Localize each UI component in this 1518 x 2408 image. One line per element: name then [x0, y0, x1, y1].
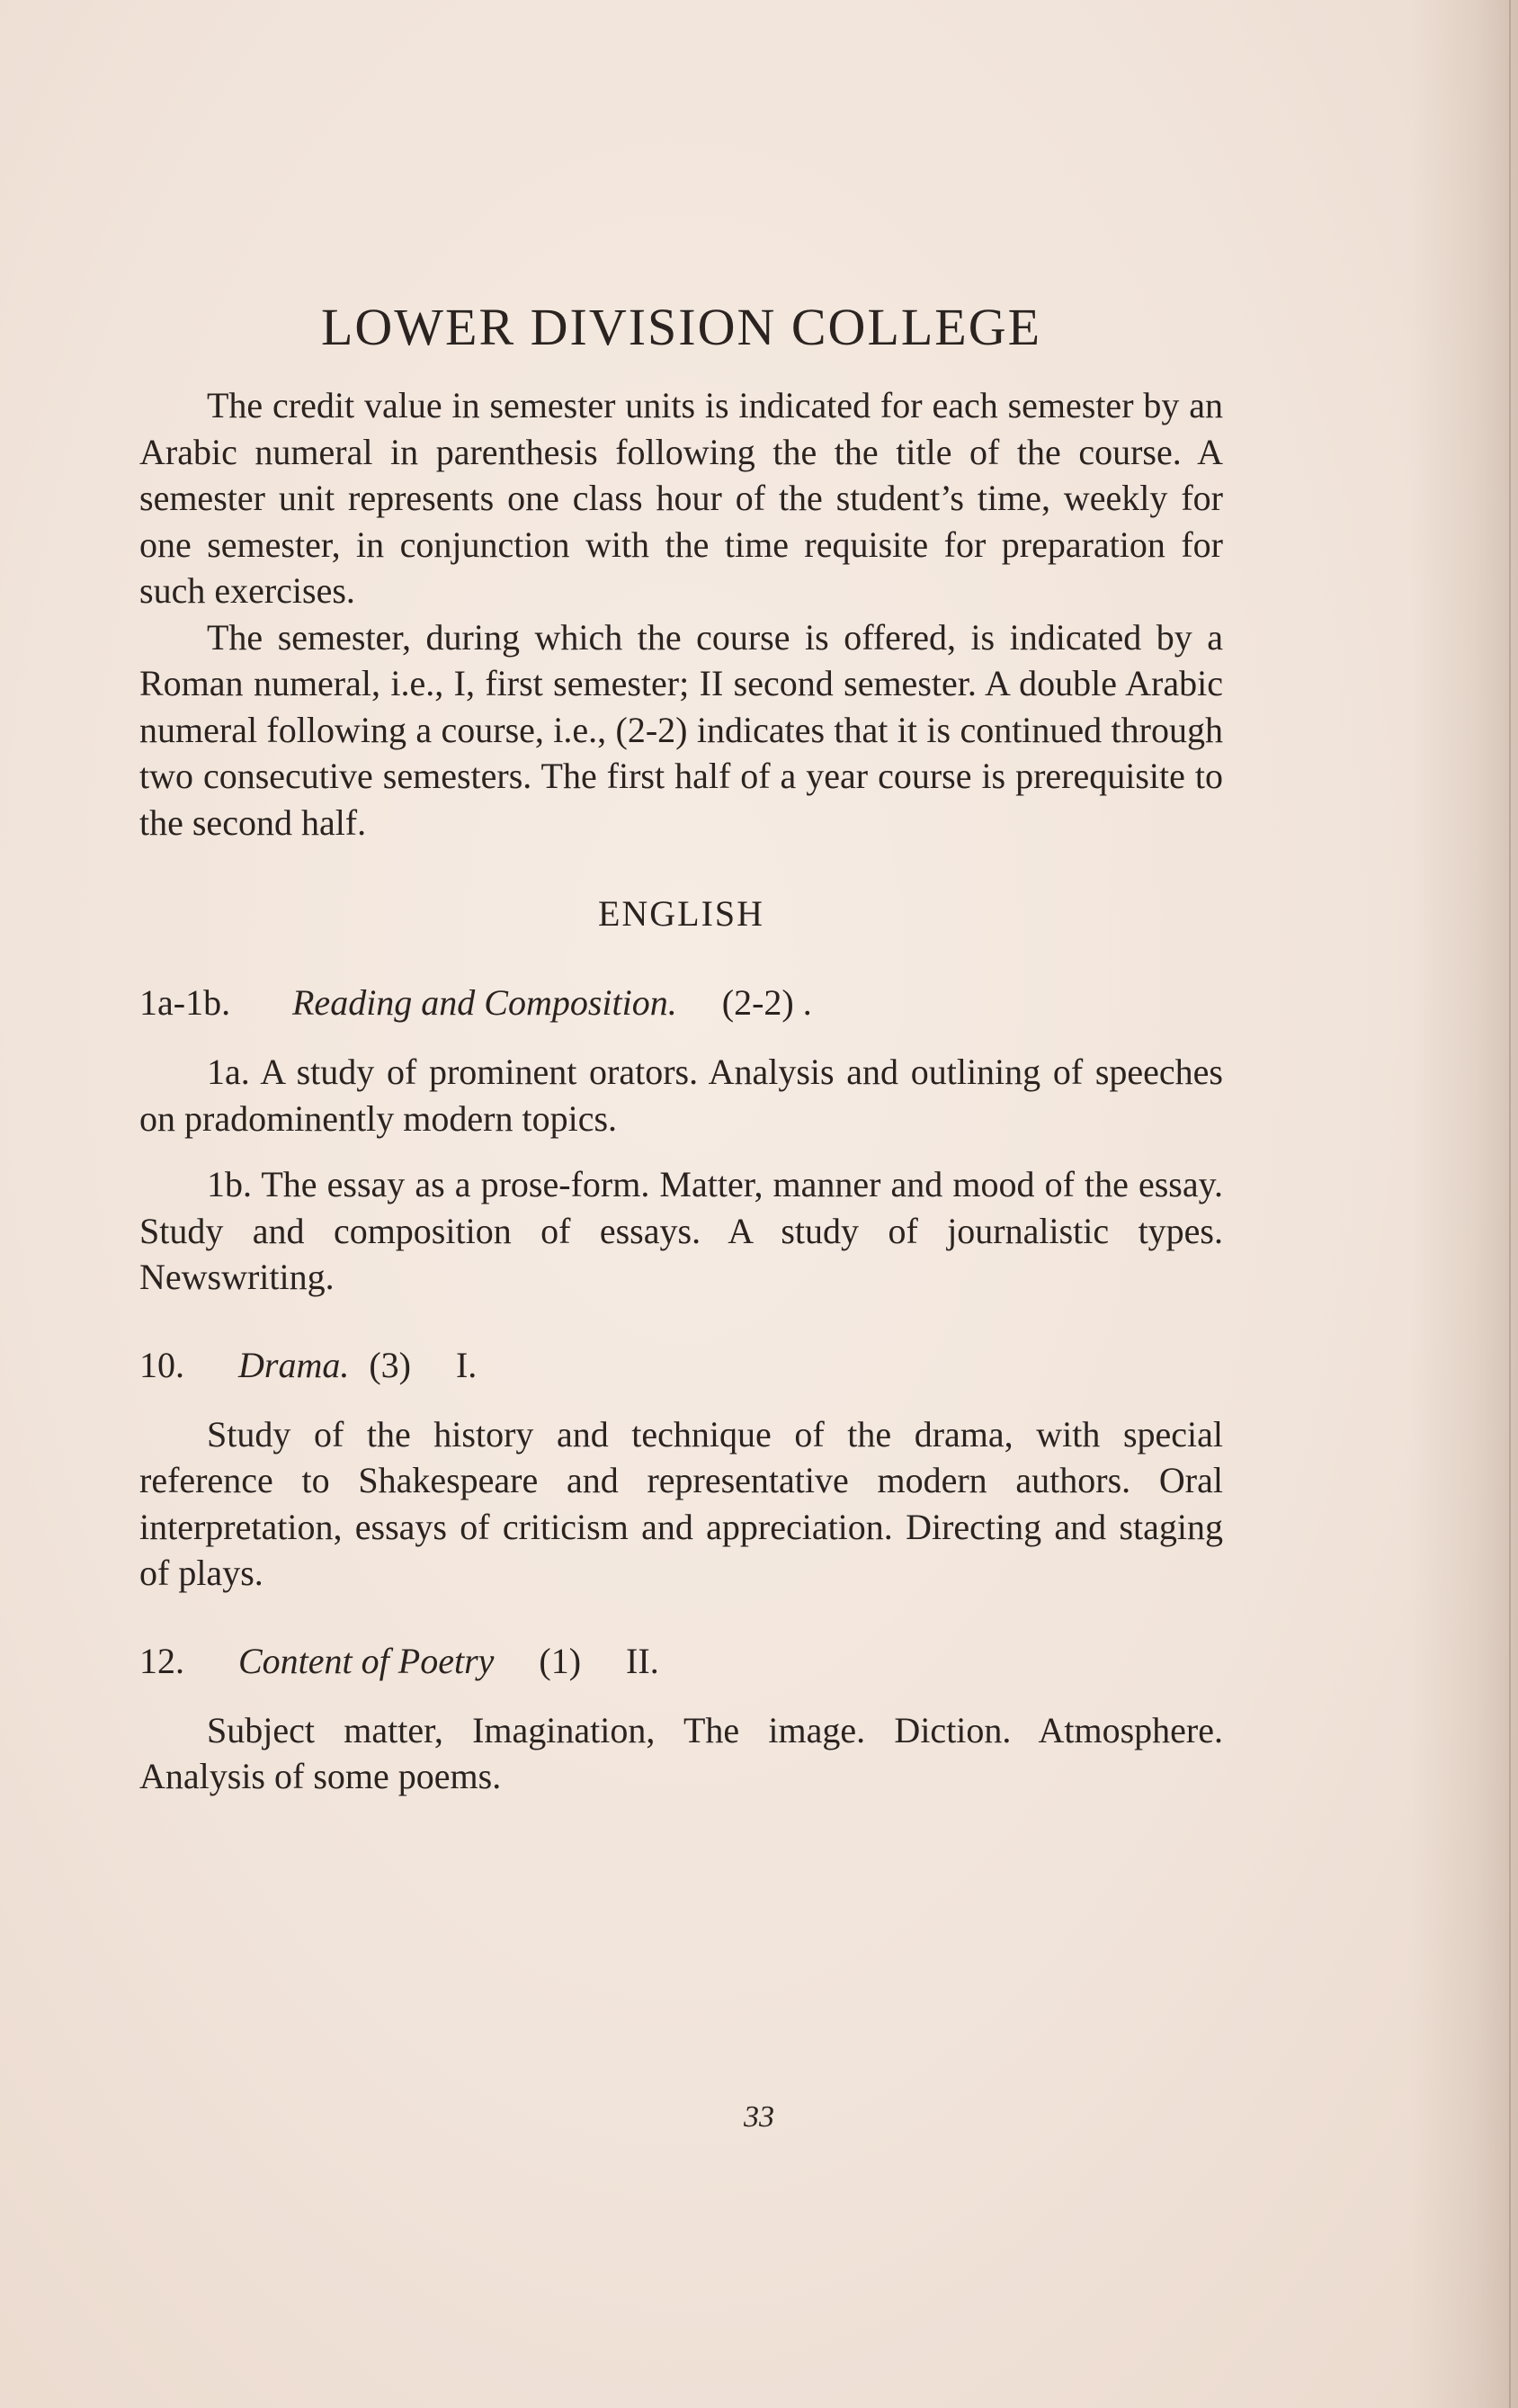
course-semester: I.	[455, 1344, 478, 1385]
page-content	[139, 297, 1223, 1843]
course-semester: II.	[626, 1640, 659, 1681]
course-entry	[139, 981, 1223, 1301]
course-number: 10.	[139, 1344, 184, 1385]
course-credit: (2-2) .	[721, 982, 812, 1023]
course-title: Drama.	[238, 1344, 350, 1385]
course-heading	[139, 1344, 1223, 1386]
page-title: LOWER DIVISION COLLEGE	[320, 298, 1042, 356]
course-entry	[139, 1344, 1223, 1597]
course-credit: (3)	[369, 1344, 411, 1385]
course-title: Reading and Composition.	[292, 982, 677, 1023]
course-description: Subject matter, Imagination, The image. Diction. Atmosphere. Analysis of some poems.	[139, 1709, 1223, 1796]
course-number: 1a-1b.	[139, 982, 231, 1023]
page-edge-line	[1509, 0, 1511, 2408]
page-edge-shadow	[1410, 0, 1518, 2408]
course-description: Study of the history and technique of the drama, with special reference to Shakespeare and representative modern authors. Oral interpretation, essays of criticism and appreciation. Directing and staging of plays.	[139, 1413, 1223, 1593]
course-entry	[139, 1640, 1223, 1800]
intro-paragraph: The credit value in semester units is indicated for each semester by an Arabic numeral in parenthesis following the the title of the course. A semester unit represents one class hour of the student’s time, weekly for one semester, in conjunction with the time requisite for preparation for such exercises.	[139, 385, 1223, 611]
course-title: Content of Poetry	[238, 1640, 495, 1681]
intro-paragraph: The semester, during which the course is offered, is indicated by a Roman numeral, i.e., I, first semester; II second semester. A double Arabic numeral following a course, i.e., (2-2) indicates that it is continued through two consecutive semesters. The first half of a year course is prerequisite to the second half.	[139, 616, 1223, 843]
course-heading	[139, 1640, 1223, 1682]
course-description: 1b. The essay as a prose-form. Matter, manner and mood of the essay. Study and composition of essays. A study of journalistic types. Newswriting.	[139, 1164, 1223, 1297]
course-number: 12.	[139, 1640, 184, 1681]
page-number: 33	[744, 2100, 774, 2134]
course-credit: (1)	[539, 1640, 582, 1681]
course-heading	[139, 981, 1223, 1024]
section-heading: ENGLISH	[597, 893, 765, 934]
course-description: 1a. A study of prominent orators. Analysis and outlining of speeches on pradominently modern topics.	[139, 1052, 1223, 1139]
